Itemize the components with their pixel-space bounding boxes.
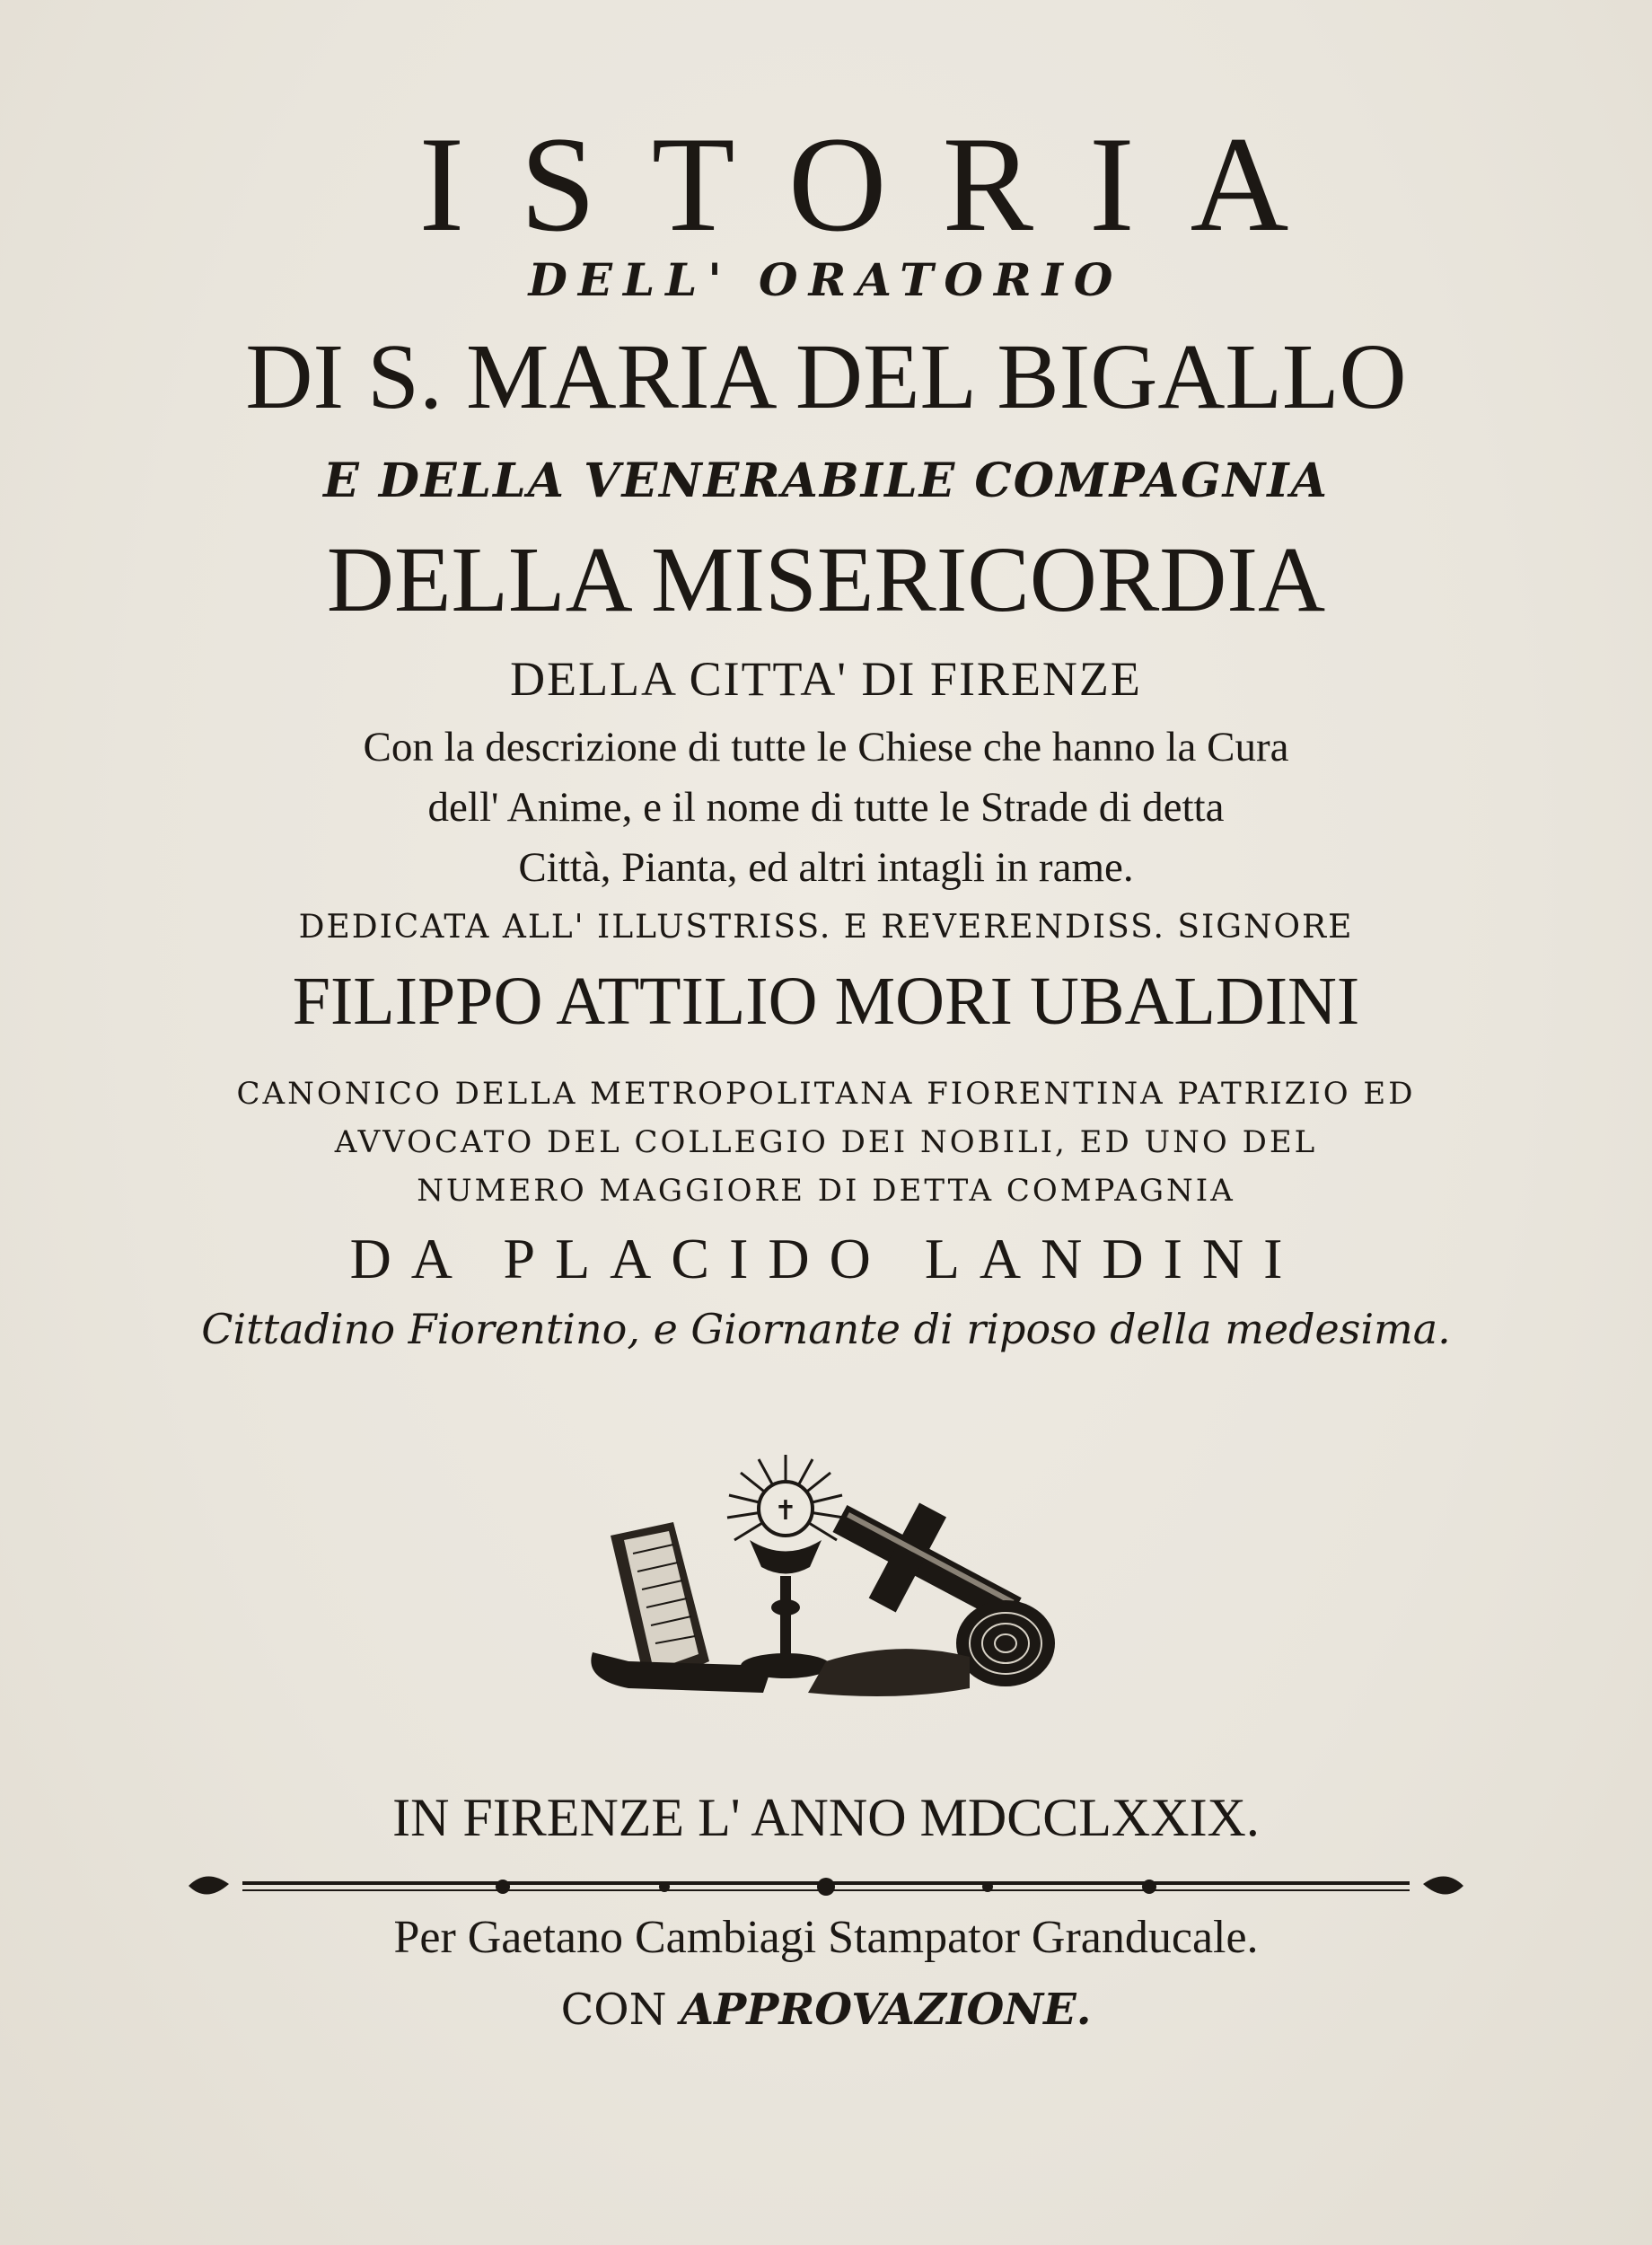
description-line-3: Città, Pianta, ed altri intagli in rame.	[518, 844, 1134, 891]
printer-line: Per Gaetano Cambiagi Stampator Granducale.	[393, 1912, 1259, 1963]
confraternity-name: DELLA MISERICORDIA	[326, 528, 1326, 631]
approval-line	[0, 1985, 1652, 2035]
author-note: Cittadino Fiorentino, e Giornante di riposo della medesima.	[201, 1305, 1451, 1353]
emblem-chalice-cross-icon	[575, 1446, 1059, 1733]
description-line-1: Con la descrizione di tutte le Chiese che hanno la Cura	[363, 724, 1289, 770]
description-line-2: dell' Anime, e il nome di tutte le Strade di detta	[427, 784, 1225, 831]
dedicatee-name: FILIPPO ATTILIO MORI UBALDINI	[292, 964, 1360, 1039]
dedicatee-title-3: NUMERO MAGGIORE DI DETTA COMPAGNIA	[417, 1173, 1235, 1209]
author-name: DA PLACIDO LANDINI	[349, 1227, 1303, 1290]
church-name: DI S. MARIA DEL BIGALLO	[245, 325, 1407, 428]
ornamental-rule-icon	[180, 1868, 1472, 1904]
city-line: DELLA CITTA' DI FIRENZE	[510, 652, 1142, 706]
subtitle-compagnia: E DELLA VENERABILE COMPAGNIA	[323, 453, 1329, 508]
dedicatee-title-1: CANONICO DELLA METROPOLITANA FIORENTINA PATRIZIO ED	[236, 1076, 1416, 1112]
svg-text:✝: ✝	[774, 1495, 797, 1527]
dedicatee-title-2: AVVOCATO DEL COLLEGIO DEI NOBILI, ED UNO DEL	[334, 1124, 1318, 1160]
approval-word: APPROVAZIONE.	[680, 1985, 1092, 2035]
dedication-line: DEDICATA ALL' ILLUSTRISS. E REVERENDISS. SIGNORE	[298, 909, 1354, 946]
approval-prefix: CON	[560, 1985, 667, 2035]
place-year: IN FIRENZE L' ANNO MDCCLXXIX.	[392, 1788, 1260, 1847]
book-title: ISTORIA	[418, 109, 1345, 260]
subtitle-oratorio: DELL' ORATORIO	[528, 253, 1124, 306]
